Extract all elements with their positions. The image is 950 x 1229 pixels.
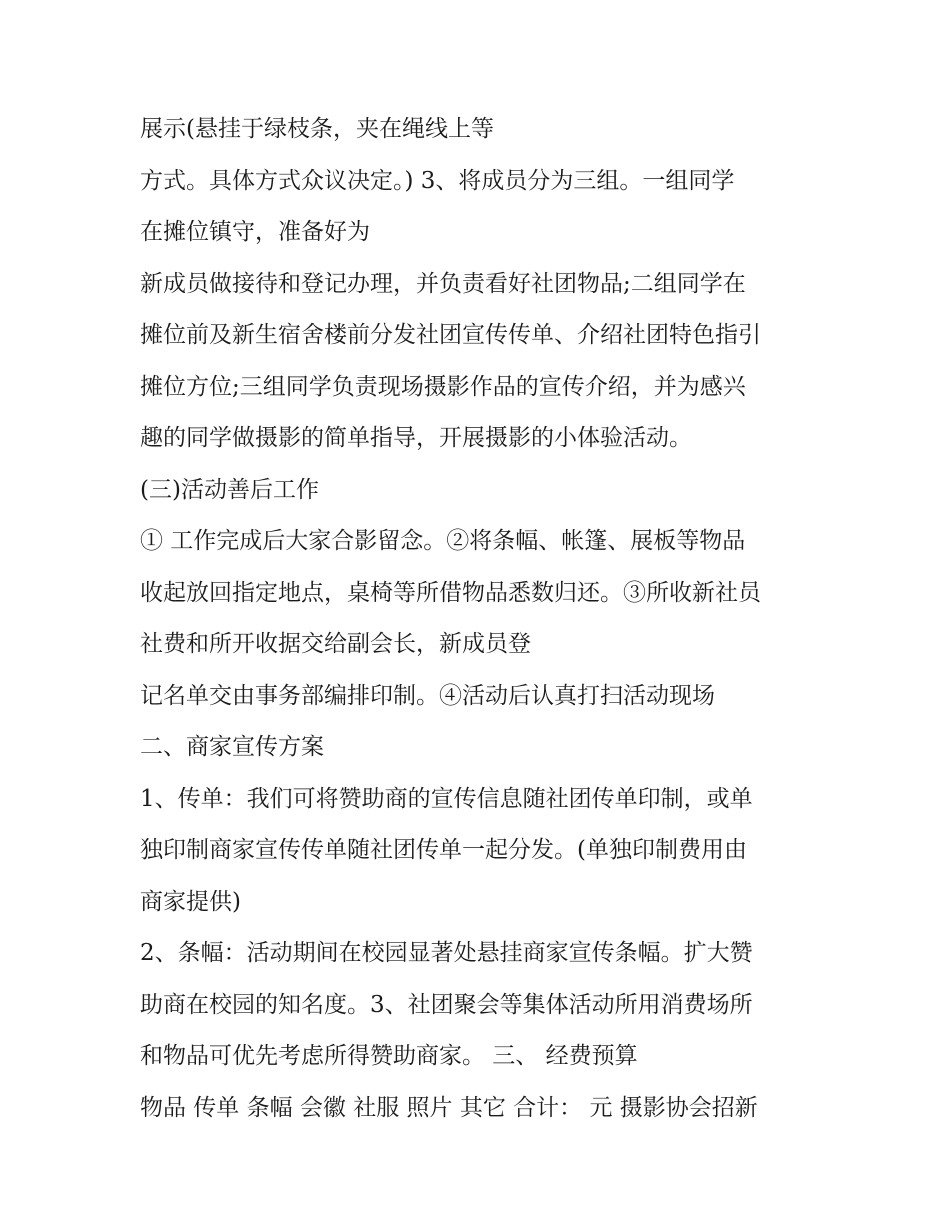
text-line: 和物品可优先考虑所得赞助商家。 三、 经费预算 bbox=[140, 1043, 638, 1069]
text-line: 摊位方位;三组同学负责现场摄影作品的宣传介绍，并为感兴 bbox=[140, 373, 746, 400]
text-line: 记名单交由事务部编排印制。④活动后认真打扫活动现场 bbox=[140, 682, 715, 709]
text-line: 方式。具体方式众议决定。) 3、将成员分为三组。一组同学 bbox=[140, 167, 735, 194]
section-heading: 二、商家宣传方案 bbox=[140, 734, 324, 760]
text-line: 独印制商家宣传传单随社团传单一起分发。(单独印制费用由 bbox=[140, 837, 747, 863]
text-line: 2、条幅：活动期间在校园显著处悬挂商家宣传条幅。扩大赞 bbox=[140, 940, 753, 966]
document-body bbox=[140, 104, 830, 1134]
text-line: 在摊位镇守，准备好为 bbox=[140, 219, 370, 245]
text-line: 展示(悬挂于绿枝条，夹在绳线上等 bbox=[140, 116, 494, 142]
text-line: 商家提供) bbox=[140, 888, 241, 915]
text-line: ① 工作完成后大家合影留念。②将条幅、帐篷、展板等物品 bbox=[140, 528, 746, 554]
section-heading: (三)活动善后工作 bbox=[140, 476, 319, 503]
text-line: 收起放回指定地点，桌椅等所借物品悉数归还。③所收新社员 bbox=[140, 579, 761, 606]
text-line: 新成员做接待和登记办理，并负责看好社团物品;二组同学在 bbox=[140, 270, 746, 297]
text-line: 1、传单：我们可将赞助商的宣传信息随社团传单印制，或单 bbox=[140, 785, 753, 812]
text-line: 社费和所开收据交给副会长，新成员登 bbox=[140, 631, 531, 657]
text-line: 趣的同学做摄影的简单指导，开展摄影的小体验活动。 bbox=[140, 425, 692, 451]
text-line: 摊位前及新生宿舍楼前分发社团宣传传单、介绍社团特色指引 bbox=[140, 322, 761, 348]
text-line: 助商在校园的知名度。3、社团聚会等集体活动所用消费场所 bbox=[140, 991, 753, 1018]
text-line: 物品 传单 条幅 会徽 社服 照片 其它 合计： 元 摄影协会招新 bbox=[140, 1094, 758, 1121]
